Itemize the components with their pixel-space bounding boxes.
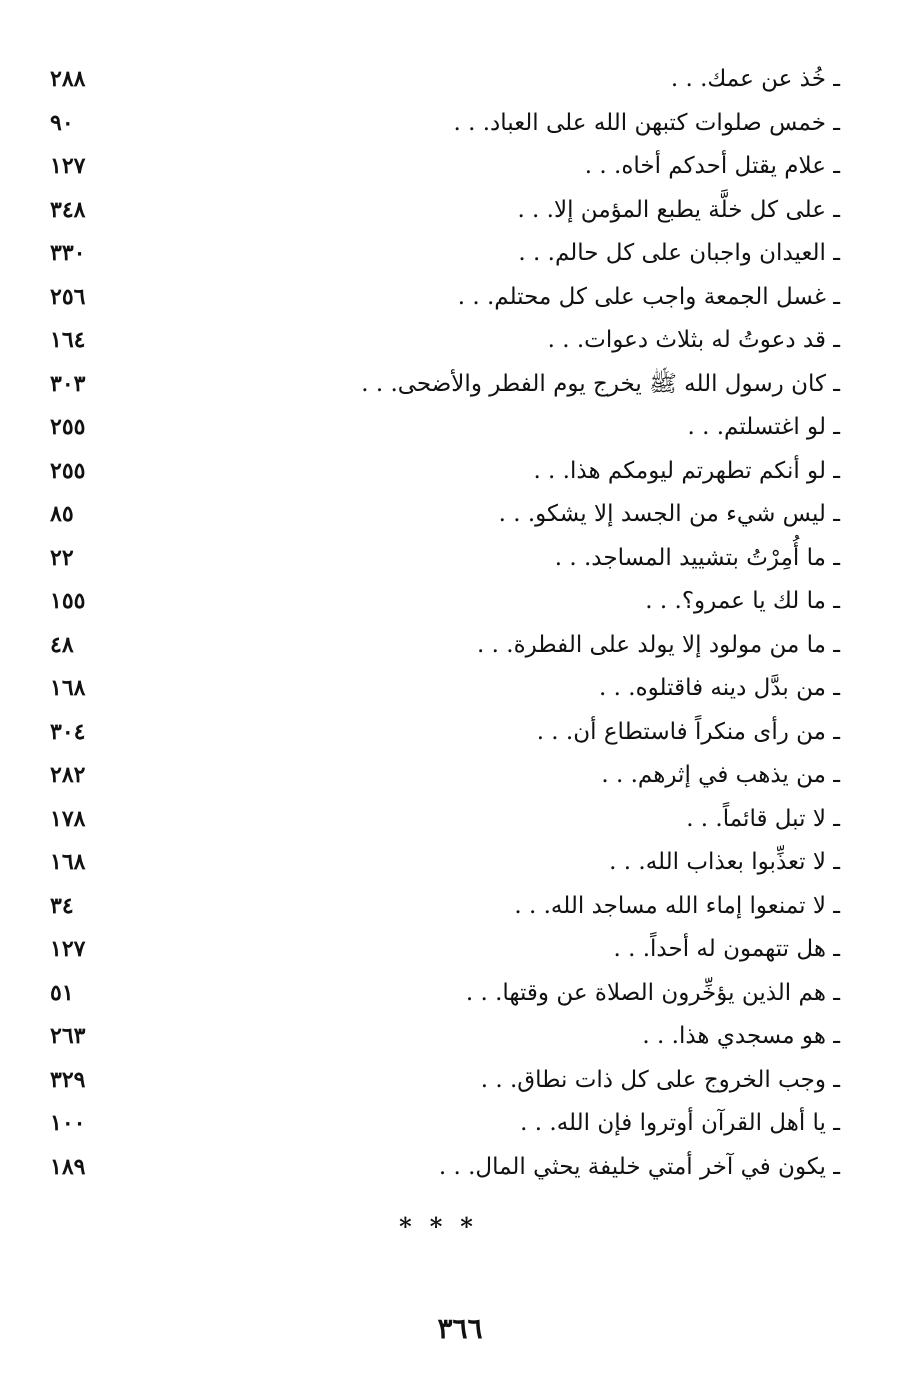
- entry-text: ـ قد دعوتُ له بثلاث دعوات. . .: [547, 327, 840, 353]
- entry-text: ـ كان رسول الله ﷺ يخرج يوم الفطر والأضحى. . .: [361, 370, 840, 397]
- index-entry: [40, 798, 840, 842]
- entry-page-number: ١٢٧: [50, 936, 86, 962]
- entry-text: ـ لا تعذِّبوا بعذاب الله. . .: [609, 849, 840, 875]
- index-entry: [40, 276, 840, 320]
- entry-text: ـ علام يقتل أحدكم أخاه. . .: [584, 153, 840, 179]
- index-entry: [40, 102, 840, 146]
- entry-page-number: ١٠٠: [50, 1110, 86, 1136]
- entry-text: ـ هم الذين يؤخِّرون الصلاة عن وقتها. . .: [465, 979, 840, 1006]
- entry-text: ـ ما أُمِرْتُ بتشييد المساجد. . .: [554, 544, 840, 571]
- entry-page-number: ٨٥: [50, 501, 74, 527]
- entry-page-number: ٩٠: [50, 109, 74, 136]
- index-entry: [40, 1059, 840, 1103]
- entry-text: ـ هل تتهمون له أحداً. . .: [613, 936, 840, 962]
- page-number: ٣٦٦: [437, 1312, 483, 1345]
- entry-page-number: ٣٠٣: [50, 370, 86, 397]
- index-entry: [40, 319, 840, 363]
- entry-text: ـ من يذهب في إثرهم. . .: [601, 762, 840, 788]
- index-entry: [40, 450, 840, 494]
- entry-text: ـ لو اغتسلتم. . .: [687, 414, 840, 440]
- index-entry: [40, 1146, 840, 1190]
- index-entry: [40, 885, 840, 929]
- index-entry: [40, 537, 840, 581]
- index-entry: [40, 493, 840, 537]
- index-entry: [40, 754, 840, 798]
- entry-text: ـ لا تبل قائماً. . .: [686, 805, 840, 832]
- index-entry: [40, 711, 840, 755]
- hadith-index-list: [40, 58, 840, 1189]
- entry-page-number: ٢٢: [50, 544, 74, 571]
- entry-text: ـ وجب الخروج على كل ذات نطاق. . .: [480, 1066, 840, 1093]
- index-entry: [40, 189, 840, 233]
- entry-page-number: ٣٣٠: [50, 240, 86, 266]
- entry-text: ـ العيدان واجبان على كل حالم. . .: [518, 240, 840, 266]
- entry-text: ـ غسل الجمعة واجب على كل محتلم. . .: [457, 283, 840, 310]
- entry-page-number: ٤٨: [50, 631, 74, 658]
- entry-text: ـ هو مسجدي هذا. . .: [642, 1023, 840, 1049]
- entry-text: ـ على كل خلَّة يطبع المؤمن إلا. . .: [517, 196, 840, 223]
- entry-text: ـ ليس شيء من الجسد إلا يشكو. . .: [498, 501, 840, 527]
- entry-page-number: ٢٥٦: [50, 283, 86, 310]
- entry-text: ـ من بدَّل دينه فاقتلوه. . .: [599, 675, 840, 701]
- entry-text: ـ يا أهل القرآن أوتروا فإن الله. . .: [520, 1110, 840, 1136]
- entry-page-number: ٥١: [50, 979, 74, 1006]
- index-entry: [40, 580, 840, 624]
- entry-text: ـ لو أنكم تطهرتم ليومكم هذا. . .: [533, 457, 840, 484]
- entry-text: ـ ما من مولود إلا يولد على الفطرة. . .: [477, 631, 840, 658]
- index-entry: [40, 667, 840, 711]
- entry-page-number: ٢٥٥: [50, 414, 86, 440]
- entry-text: ـ خُذ عن عمك. . .: [670, 66, 840, 92]
- entry-page-number: ٢٦٣: [50, 1023, 86, 1049]
- entry-page-number: ٣٢٩: [50, 1066, 86, 1093]
- entry-page-number: ١٦٨: [50, 675, 86, 701]
- index-entry: [40, 624, 840, 668]
- entry-text: ـ من رأى منكراً فاستطاع أن. . .: [536, 718, 840, 745]
- index-entry: [40, 972, 840, 1016]
- index-entry: [40, 145, 840, 189]
- entry-page-number: ١٢٧: [50, 153, 86, 179]
- index-entry: [40, 1015, 840, 1059]
- entry-text: ـ يكون في آخر أمتي خليفة يحثي المال. . .: [438, 1153, 840, 1180]
- entry-text: ـ خمس صلوات كتبهن الله على العباد. . .: [453, 109, 840, 136]
- entry-page-number: ١٦٤: [50, 327, 86, 353]
- entry-page-number: ٣٤٨: [50, 196, 86, 223]
- index-entry: [40, 1102, 840, 1146]
- index-entry: [40, 841, 840, 885]
- index-entry: [40, 232, 840, 276]
- entry-page-number: ٢٥٥: [50, 457, 86, 484]
- section-separator: ***: [399, 1212, 491, 1241]
- index-entry: [40, 928, 840, 972]
- entry-page-number: ١٨٩: [50, 1153, 86, 1180]
- index-entry: [40, 58, 840, 102]
- index-entry: [40, 406, 840, 450]
- entry-page-number: ٢٨٢: [50, 762, 86, 788]
- entry-page-number: ٣٤: [50, 892, 74, 919]
- entry-page-number: ٣٠٤: [50, 718, 86, 745]
- entry-text: ـ لا تمنعوا إماء الله مساجد الله. . .: [514, 892, 840, 919]
- entry-page-number: ١٧٨: [50, 805, 86, 832]
- entry-page-number: ١٦٨: [50, 849, 86, 875]
- index-entry: [40, 363, 840, 407]
- entry-page-number: ٢٨٨: [50, 66, 86, 92]
- entry-page-number: ١٥٥: [50, 588, 86, 614]
- entry-text: ـ ما لك يا عمرو؟. . .: [645, 588, 840, 614]
